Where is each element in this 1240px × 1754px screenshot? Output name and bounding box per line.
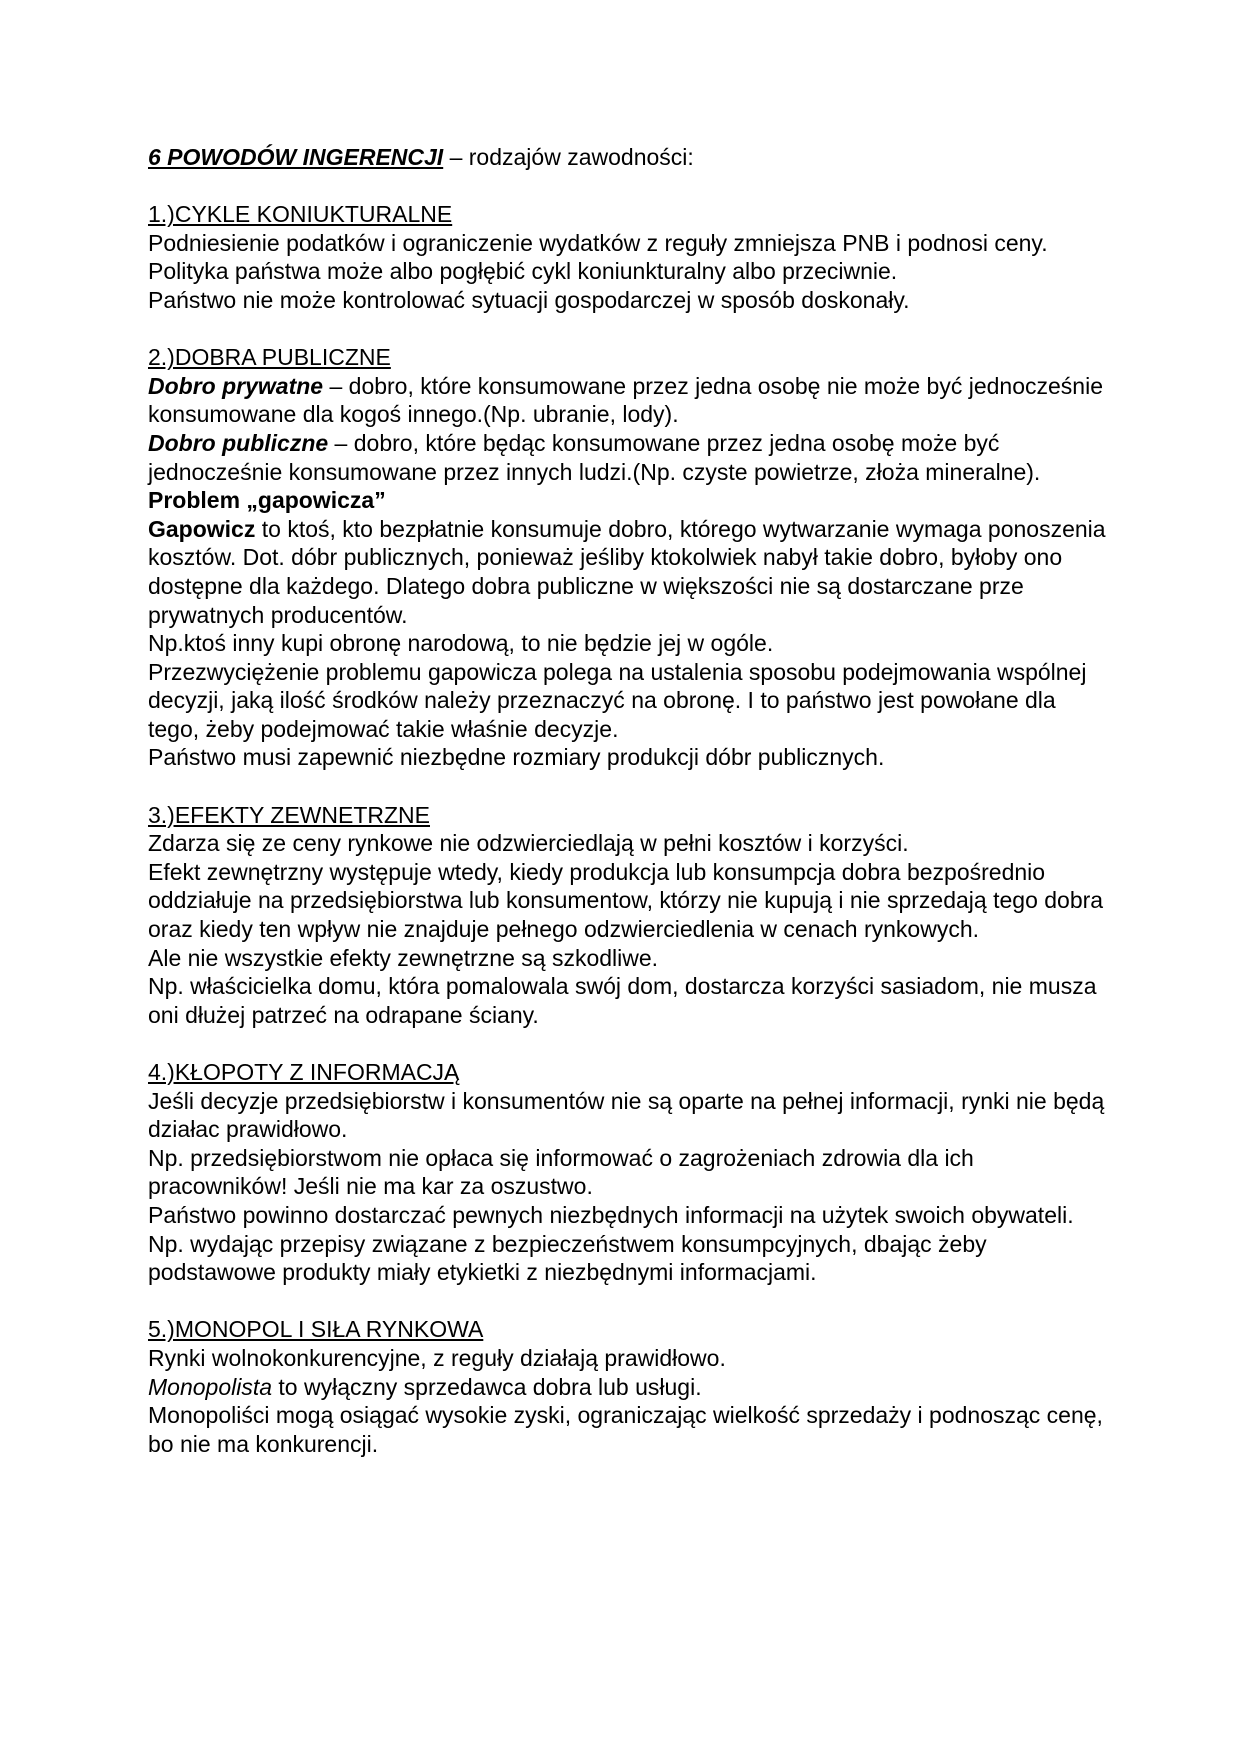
paragraph-text: Przezwyciężenie problemu gapowicza polega na ustalenia sposobu podejmowania wspólnej decyzji, jaką ilość środków należy przeznaczyć na obronę. I to państwo jest powołane dla tego, żeby podejmować takie właśnie decyzje.	[148, 658, 1087, 742]
title-rest: – rodzajów zawodności:	[443, 144, 694, 170]
section-2	[148, 343, 1108, 772]
paragraph	[148, 257, 1108, 286]
paragraph-text: Państwo nie może kontrolować sytuacji gospodarczej w sposób doskonały.	[148, 286, 910, 313]
paragraph	[148, 1144, 1108, 1201]
paragraph-text: Zdarza się ze ceny rynkowe nie odzwierciedlają w pełni kosztów i korzyści.	[148, 830, 909, 857]
paragraph-text: Ale nie wszystkie efekty zewnętrzne są szkodliwe.	[148, 944, 659, 971]
paragraph	[148, 1373, 1108, 1402]
paragraph	[148, 972, 1108, 1029]
section-1	[148, 200, 1108, 314]
paragraph	[148, 858, 1108, 944]
term: Problem „gapowicza”	[148, 487, 386, 514]
term: Monopolista	[148, 1373, 273, 1400]
paragraph	[148, 1344, 1108, 1373]
paragraph-text: Monopoliści mogą osiągać wysokie zyski, ograniczając wielkość sprzedaży i podnosząc cenę, bo nie ma konkurencji.	[148, 1402, 1103, 1457]
term: Dobro publiczne	[148, 429, 329, 456]
paragraph	[148, 1230, 1108, 1287]
paragraph	[148, 515, 1108, 629]
paragraph	[148, 944, 1108, 973]
document-title	[148, 143, 1108, 172]
paragraph	[148, 429, 1108, 486]
paragraph	[148, 829, 1108, 858]
paragraph-text: Państwo powinno dostarczać pewnych niezbędnych informacji na użytek swoich obywateli.	[148, 1201, 1074, 1228]
paragraph-text: to wyłączny sprzedawca dobra lub usługi.	[272, 1373, 702, 1400]
paragraph	[148, 1401, 1108, 1458]
sections-container	[148, 200, 1108, 1458]
term: Dobro prywatne	[148, 372, 324, 399]
document-body	[148, 143, 1108, 1458]
paragraph-text: – dobro, które konsumowane przez jedna osobę nie może być jednocześnie konsumowane dla kogoś innego.(Np. ubranie, lody).	[148, 372, 1103, 428]
paragraph-text: Np. właścicielka domu, która pomalowala swój dom, dostarcza korzyści sasiadom, nie musza oni dłużej patrzeć na odrapane ściany.	[148, 973, 1097, 1028]
section-heading: 4.)KŁOPOTY Z INFORMACJĄ	[148, 1059, 460, 1085]
paragraph-text: Polityka państwa może albo pogłębić cykl koniunkturalny albo przeciwnie.	[148, 258, 898, 285]
paragraph	[148, 229, 1108, 258]
paragraph-text: Jeśli decyzje przedsiębiorstw i konsumentów nie są oparte na pełnej informacji, rynki nie będą działac prawidłowo.	[148, 1087, 1105, 1143]
paragraph-text: Rynki wolnokonkurencyjne, z reguły działają prawidłowo.	[148, 1344, 726, 1371]
paragraph	[148, 743, 1108, 772]
section-5	[148, 1315, 1108, 1458]
paragraph-text: Państwo musi zapewnić niezbędne rozmiary produkcji dóbr publicznych.	[148, 744, 885, 771]
paragraph-text: Efekt zewnętrzny występuje wtedy, kiedy produkcja lub konsumpcja dobra bezpośrednio oddziałuje na przedsiębiorstwa lub konsumentow, którzy nie kupują i nie sprzedają tego dobra oraz kiedy ten wpływ nie znajduje pełnego odzwierciedlenia w cenach rynkowych.	[148, 858, 1104, 943]
section-heading: 2.)DOBRA PUBLICZNE	[148, 344, 391, 371]
section-4	[148, 1058, 1108, 1287]
section-heading: 5.)MONOPOL I SIŁA RYNKOWA	[148, 1316, 484, 1343]
paragraph-text: – dobro, które będąc konsumowane przez jedna osobę może być jednocześnie konsumowane przez innych ludzi.(Np. czyste powietrze, złoża mineralne).	[148, 429, 1041, 485]
paragraph-text: Np. przedsiębiorstwom nie opłaca się informować o zagrożeniach zdrowia dla ich pracowników! Jeśli nie ma kar za oszustwo.	[148, 1144, 974, 1200]
paragraph-text: Np. wydając przepisy związane z bezpieczeństwem konsumpcyjnych, dbając żeby podstawowe produkty miały etykietki z niezbędnymi informacjami.	[148, 1230, 987, 1286]
paragraph-text: Podniesienie podatków i ograniczenie wydatków z reguły zmniejsza PNB i podnosi ceny.	[148, 229, 1048, 256]
paragraph	[148, 658, 1108, 744]
section-heading: 3.)EFEKTY ZEWNETRZNE	[148, 801, 430, 828]
term: Gapowicz	[148, 515, 256, 542]
paragraph	[148, 1087, 1108, 1144]
section-3	[148, 801, 1108, 1030]
section-heading: 1.)CYKLE KONIUKTURALNE	[148, 201, 453, 228]
paragraph	[148, 629, 1108, 658]
paragraph-text: Np.ktoś inny kupi obronę narodową, to nie będzie jej w ogóle.	[148, 630, 774, 657]
paragraph	[148, 1201, 1108, 1230]
paragraph	[148, 286, 1108, 315]
title-emphasis: 6 POWODÓW INGERENCJI	[148, 144, 444, 170]
paragraph-text: to ktoś, kto bezpłatnie konsumuje dobro, którego wytwarzanie wymaga ponoszenia kosztów. Dot. dóbr publicznych, ponieważ jeśliby ktokolwiek nabył takie dobro, byłoby ono dostępne dla każdego. Dlatego dobra publiczne w większości nie są dostarczane prze prywatnych producentów.	[148, 515, 1106, 628]
paragraph	[148, 486, 1108, 515]
paragraph	[148, 372, 1108, 429]
